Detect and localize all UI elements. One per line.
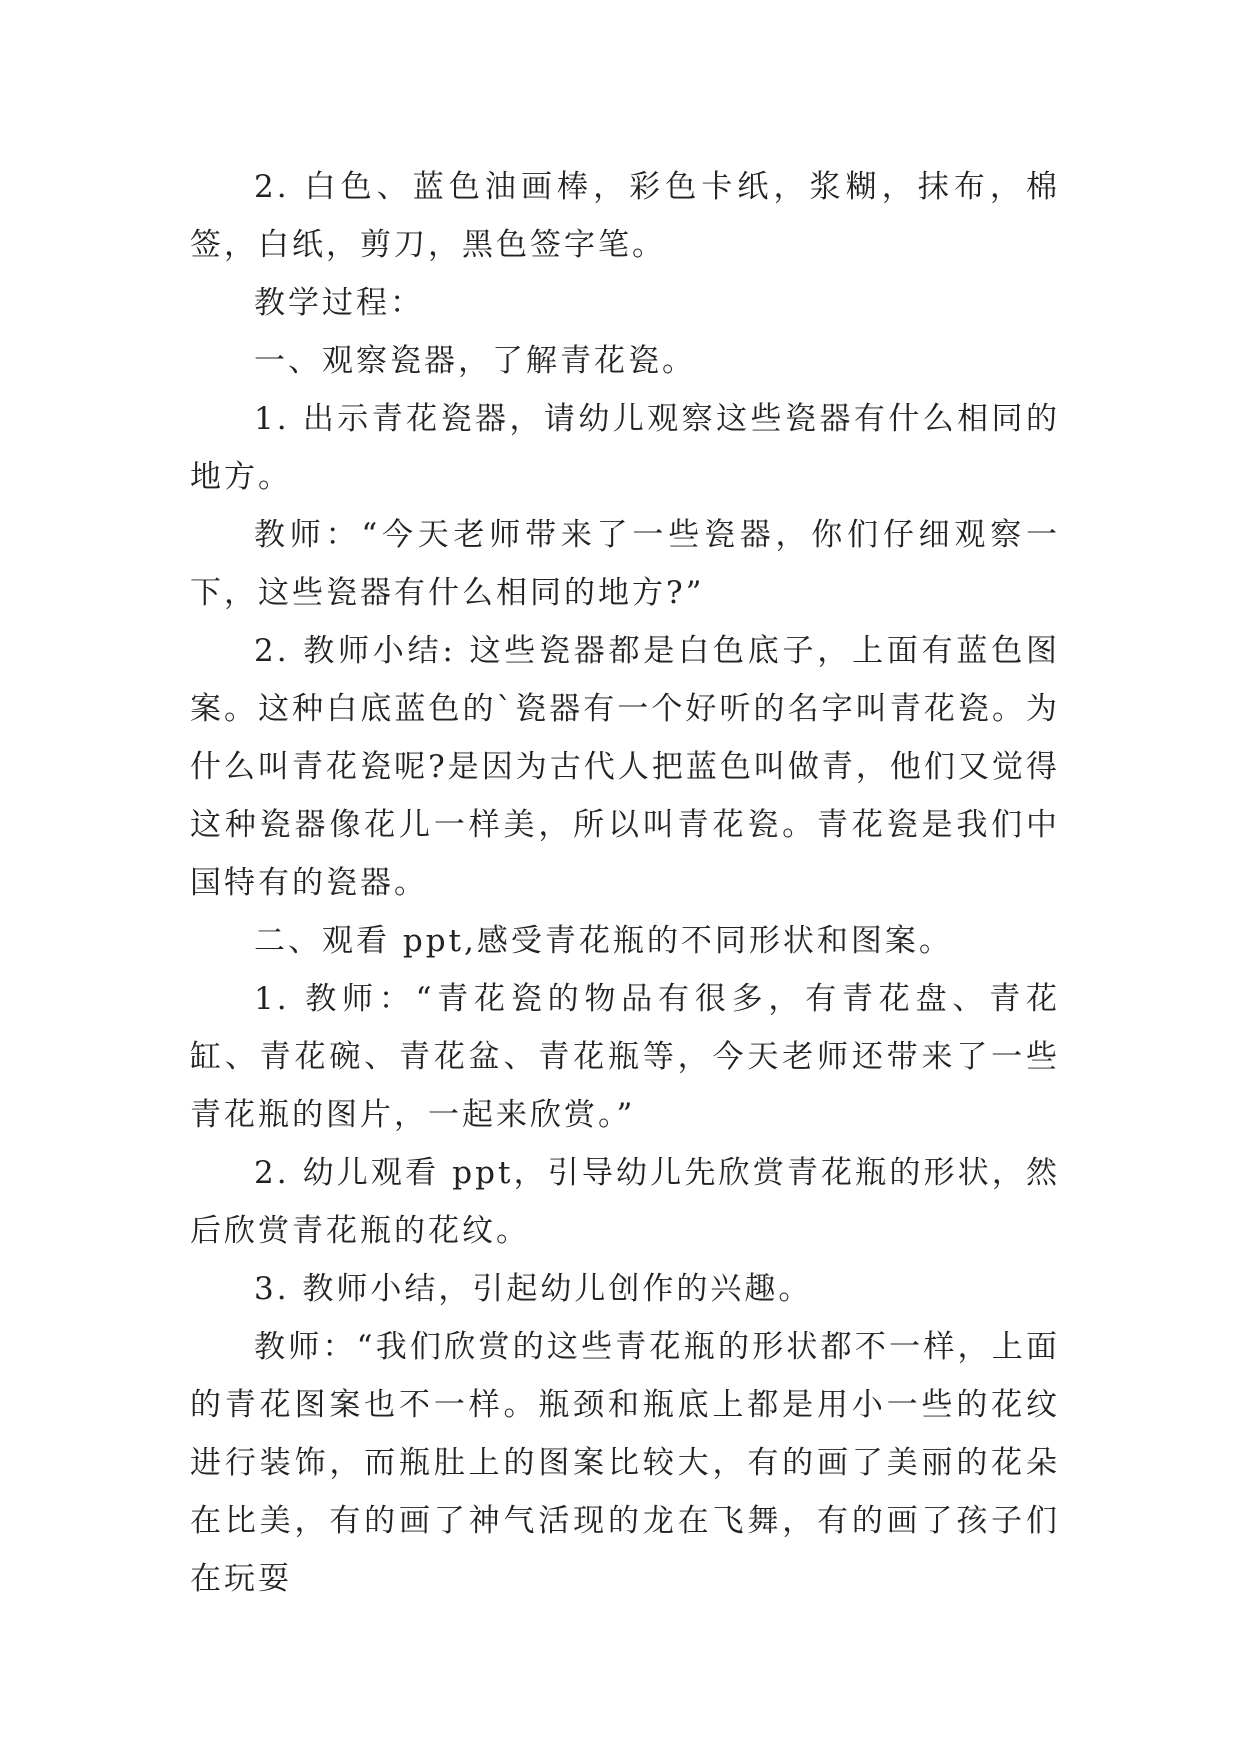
paragraph-materials: 2. 白色、蓝色油画棒，彩色卡纸，浆糊，抹布，棉签，白纸，剪刀，黑色签字笔。: [190, 169, 1060, 263]
paragraph-teacher-quote-1: 教师：“今天老师带来了一些瓷器，你们仔细观察一下，这些瓷器有什么相同的地方?”: [190, 517, 1060, 611]
paragraph-step-1-2: 2. 教师小结: 这些瓷器都是白色底子，上面有蓝色图案。这种白底蓝色的`瓷器有一个好听的名字叫青花瓷。为什么叫青花瓷呢?是因为古代人把蓝色叫做青，他们又觉得这种瓷器像花儿一样美，所以叫青花瓷。青花瓷是我们中国特有的瓷器。: [190, 633, 1060, 901]
paragraph-teacher-quote-2: 教师：“我们欣赏的这些青花瓶的形状都不一样，上面的青花图案也不一样。瓶颈和瓶底上都是用小一些的花纹进行装饰，而瓶肚上的图案比较大，有的画了美丽的花朵在比美，有的画了神气活现的龙在飞舞，有的画了孩子们在玩耍: [190, 1329, 1060, 1597]
paragraph-section-two-heading: 二、观看 ppt,感受青花瓶的不同形状和图案。: [254, 923, 953, 959]
paragraph-section-one-heading: 一、观察瓷器，了解青花瓷。: [254, 343, 696, 379]
document-page: [190, 158, 1060, 1608]
paragraph-step-1-1: 1. 出示青花瓷器，请幼儿观察这些瓷器有什么相同的地方。: [190, 401, 1060, 495]
paragraph-step-2-2: 2. 幼儿观看 ppt，引导幼儿先欣赏青花瓶的形状，然后欣赏青花瓶的花纹。: [190, 1155, 1060, 1249]
paragraph-step-2-3: 3. 教师小结，引起幼儿创作的兴趣。: [254, 1271, 813, 1307]
paragraph-process-heading: 教学过程：: [254, 285, 424, 321]
paragraph-step-2-1: 1. 教师：“青花瓷的物品有很多，有青花盘、青花缸、青花碗、青花盆、青花瓶等，今天老师还带来了一些青花瓶的图片，一起来欣赏。”: [190, 981, 1060, 1133]
